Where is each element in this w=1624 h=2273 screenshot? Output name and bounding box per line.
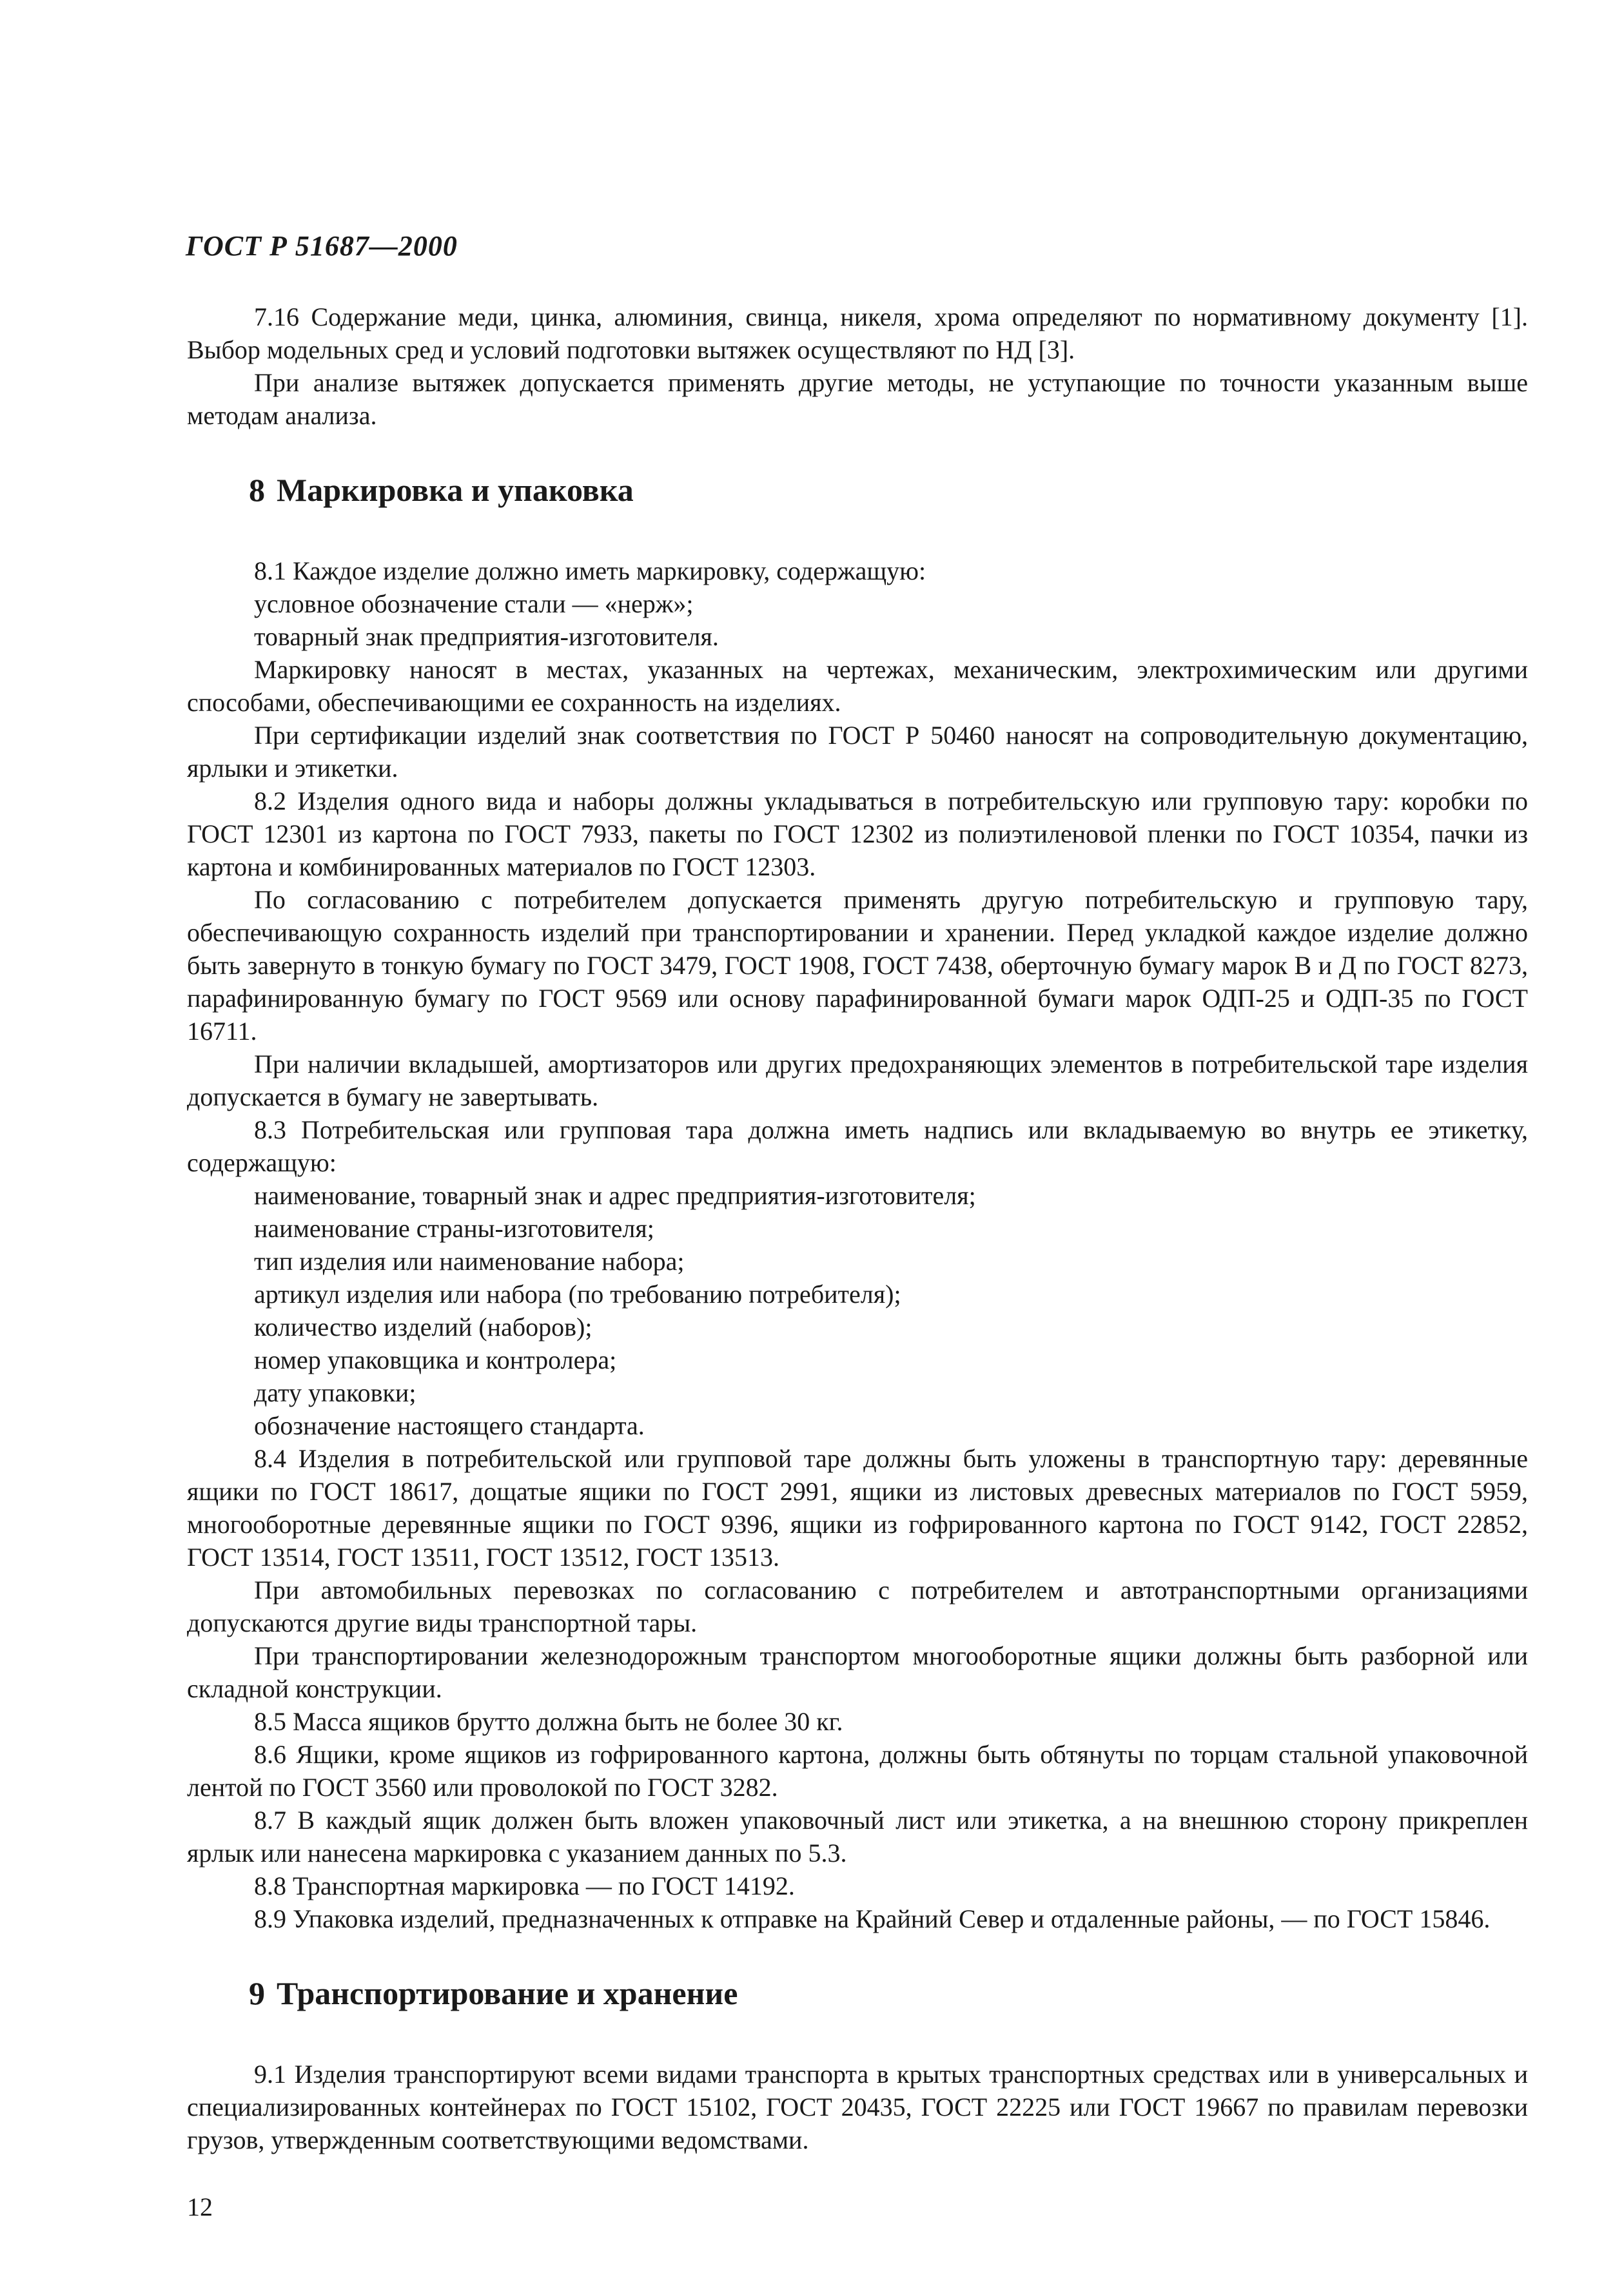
paragraph: 8.7 В каждый ящик должен быть вложен упаковочный лист или этикетка, а на внешнюю сторону прикреплен ярлык или нанесена маркировка с указанием данных по 5.3.	[187, 1806, 1528, 1868]
paragraph: 8.4 Изделия в потребительской или групповой таре должны быть уложены в транспортную тару: деревянные ящики по ГОСТ 18617, дощатые ящики по ГОСТ 2991, ящики из листовых древесных материалов по ГОСТ 5959, многооборотные деревянные ящики по ГОСТ 9396, ящики из гофрированного картона по ГОСТ 9142, ГОСТ 22852, ГОСТ 13514, ГОСТ 13511, ГОСТ 13512, ГОСТ 13513.	[187, 1444, 1528, 1572]
paragraph: При сертификации изделий знак соответствия по ГОСТ Р 50460 наносят на сопроводительную документацию, ярлыки и этикетки.	[187, 721, 1528, 783]
section-title: Транспортирование и хранение	[277, 1975, 738, 2011]
paragraph: 8.5 Масса ящиков брутто должна быть не более 30 кг.	[254, 1707, 843, 1736]
list-line: условное обозначение стали — «нерж»;	[254, 589, 694, 618]
paragraph: При автомобильных перевозках по согласованию с потребителем и автотранспортными организациями допускаются другие виды транспортной тары.	[187, 1575, 1528, 1637]
list-line: тип изделия или наименование набора;	[254, 1247, 685, 1276]
paragraph: 9.1 Изделия транспортируют всеми видами транспорта в крытых транспортных средствах или в универсальных и специализированных контейнерах по ГОСТ 15102, ГОСТ 20435, ГОСТ 22225 или ГОСТ 19667 по правилам перевозки грузов, утвержденным соответствующими ведомствами.	[187, 2060, 1528, 2154]
paragraph: 8.6 Ящики, кроме ящиков из гофрированного картона, должны быть обтянуты по торцам стальной упаковочной лентой по ГОСТ 3560 или проволокой по ГОСТ 3282.	[187, 1740, 1528, 1802]
paragraph: 8.8 Транспортная маркировка — по ГОСТ 14192.	[254, 1871, 795, 1900]
document-header: ГОСТ Р 51687—2000	[186, 230, 458, 262]
section-title: Маркировка и упаковка	[277, 472, 634, 508]
list-line: товарный знак предприятия-изготовителя.	[254, 622, 719, 651]
paragraph: Маркировку наносят в местах, указанных на чертежах, механическим, электрохимическим или другими способами, обеспечивающими ее сохранность на изделиях.	[187, 655, 1528, 717]
paragraph: При анализе вытяжек допускается применять другие методы, не уступающие по точности указанным выше методам анализа.	[187, 368, 1528, 430]
list-line: количество изделий (наборов);	[254, 1312, 592, 1341]
section-heading	[187, 1974, 1528, 2013]
paragraph: 7.16 Содержание меди, цинка, алюминия, свинца, никеля, хрома определяют по нормативному документу [1]. Выбор модельных сред и условий подготовки вытяжек осуществляют по НД [3].	[187, 302, 1528, 364]
list-line: обозначение настоящего стандарта.	[254, 1411, 645, 1440]
page-number: 12	[187, 2192, 213, 2221]
list-line: дату упаковки;	[254, 1378, 416, 1407]
list-line: наименование страны-изготовителя;	[254, 1214, 654, 1243]
paragraph: 8.9 Упаковка изделий, предназначенных к отправке на Крайний Север и отдаленные районы, — по ГОСТ 15846.	[254, 1904, 1491, 1933]
section-number: 9	[249, 1975, 265, 2011]
paragraph: 8.1 Каждое изделие должно иметь маркировку, содержащую:	[254, 556, 926, 585]
list-line: наименование, товарный знак и адрес предприятия-изготовителя;	[254, 1181, 976, 1210]
section-number: 8	[249, 472, 265, 508]
list-line: номер упаковщика и контролера;	[254, 1345, 617, 1374]
document-body	[187, 300, 1528, 2156]
paragraph: 8.3 Потребительская или групповая тара должна иметь надпись или вкладываемую во внутрь ее этикетку, содержащую:	[187, 1115, 1528, 1177]
paragraph: При транспортировании железнодорожным транспортом многооборотные ящики должны быть разборной или складной конструкции.	[187, 1641, 1528, 1703]
paragraph: По согласованию с потребителем допускается применять другую потребительскую и групповую тару, обеспечивающую сохранность изделий при транспортировании и хранении. Перед укладкой каждое изделие должно быть завернуто в тонкую бумагу по ГОСТ 3479, ГОСТ 1908, ГОСТ 7438, оберточную бумагу марок В и Д по ГОСТ 8273, парафинированную бумагу по ГОСТ 9569 или основу парафинированной бумаги марок ОДП-25 и ОДП-35 по ГОСТ 16711.	[187, 885, 1528, 1046]
paragraph: При наличии вкладышей, амортизаторов или других предохраняющих элементов в потребительской таре изделия допускается в бумагу не завертывать.	[187, 1049, 1528, 1111]
list-line: артикул изделия или набора (по требованию потребителя);	[254, 1280, 901, 1309]
paragraph: 8.2 Изделия одного вида и наборы должны укладываться в потребительскую или групповую тару: коробки по ГОСТ 12301 из картона по ГОСТ 7933, пакеты по ГОСТ 12302 из полиэтиленовой пленки по ГОСТ 10354, пачки из картона и комбинированных материалов по ГОСТ 12303.	[187, 786, 1528, 881]
section-heading	[187, 471, 1528, 509]
